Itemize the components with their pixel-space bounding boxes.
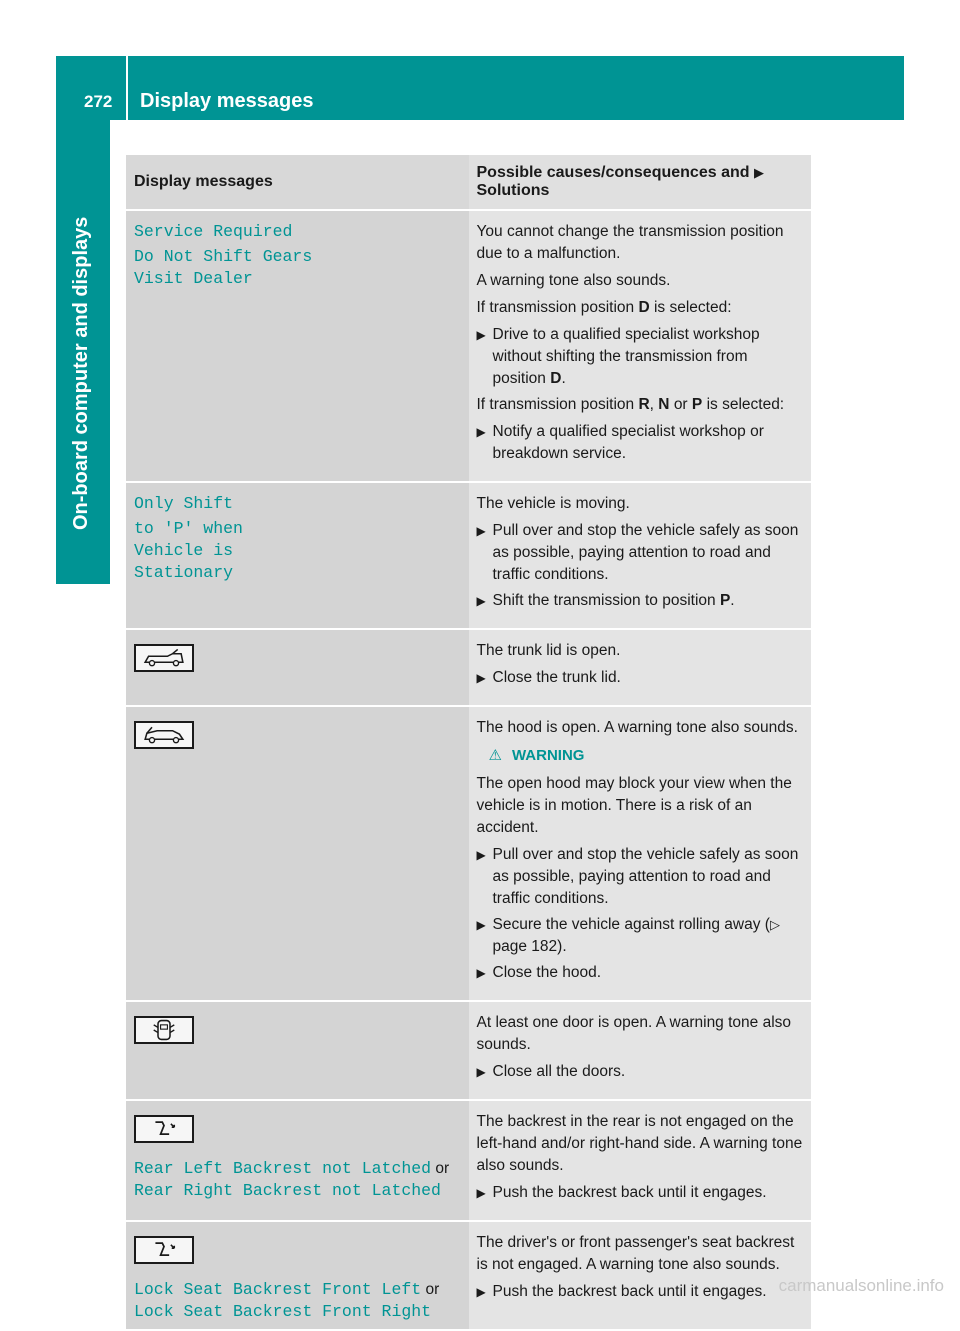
solution-step: ▶ Pull over and stop the vehicle safely as soon as possible, paying attention to road and traffic conditions.	[476, 522, 799, 583]
message-text: to 'P' when	[134, 519, 243, 538]
table-row	[126, 210, 811, 482]
step-arrow-icon: ▶	[476, 671, 486, 685]
table-row	[126, 706, 811, 1001]
step-arrow-icon: ▶	[476, 1065, 486, 1079]
solution-step: ▶ Close the trunk lid.	[477, 667, 804, 689]
table-row	[126, 629, 811, 706]
message-cell	[126, 706, 469, 1001]
page-reference-icon: ▷	[769, 917, 780, 932]
header-divider	[126, 56, 128, 120]
table-row	[126, 1001, 811, 1100]
step-arrow-icon: ▶	[476, 966, 486, 980]
rear-backrest-icon	[134, 1115, 194, 1143]
cause-text: You cannot change the transmission position due to a malfunction.	[476, 223, 784, 262]
cause-text: At least one door is open. A warning tone also sounds.	[476, 1014, 792, 1053]
message-cell	[126, 210, 469, 482]
hood-open-icon	[134, 721, 194, 749]
solution-cell	[469, 1221, 812, 1330]
solution-cell	[469, 482, 812, 629]
cause-text: The hood is open. A warning tone also sounds.	[476, 719, 798, 736]
cause-text: If transmission position R, N or P is selected:	[476, 396, 785, 413]
table-row	[126, 1100, 811, 1221]
solution-cell	[469, 629, 812, 706]
message-text: Stationary	[134, 563, 234, 582]
message-text: Do Not Shift Gears	[134, 247, 313, 266]
solution-cell	[469, 706, 812, 1001]
message-cell	[126, 629, 469, 706]
watermark: carmanualsonline.info	[778, 1276, 944, 1295]
message-text: Visit Dealer	[134, 269, 253, 288]
step-arrow-icon: ▶	[476, 328, 486, 342]
warning-text: The open hood may block your view when the vehicle is in motion. There is a risk of an accident.	[476, 775, 792, 836]
message-text: Only Shift	[134, 494, 234, 513]
solution-cell	[469, 1001, 812, 1100]
solution-step: ▶ Close all the doors.	[477, 1061, 804, 1083]
warning-heading: ⚠ WARNING	[488, 747, 585, 764]
cause-text: The backrest in the rear is not engaged on the left-hand and/or right-hand side. A warning tone also sounds.	[476, 1113, 803, 1174]
cause-text: The trunk lid is open.	[476, 642, 621, 659]
message-text: Vehicle is	[134, 541, 234, 560]
step-arrow-icon: ▶	[476, 1186, 486, 1200]
play-arrow-icon: ▶	[753, 165, 764, 180]
trunk-open-icon	[134, 644, 194, 672]
cause-text: The vehicle is moving.	[476, 495, 630, 512]
solution-step: ▶ Push the backrest back until it engages.	[477, 1281, 804, 1303]
solution-step: ▶ Drive to a qualified specialist workshop without shifting the transmission from position D.	[476, 326, 760, 387]
message-text: Lock Seat Backrest Front Left	[134, 1280, 422, 1299]
step-arrow-icon: ▶	[476, 1285, 486, 1299]
page-title: Display messages	[140, 90, 314, 112]
message-cell	[126, 1001, 469, 1100]
solution-step: ▶ Shift the transmission to position P.	[477, 590, 804, 612]
step-arrow-icon: ▶	[476, 524, 486, 538]
message-text: Rear Right Backrest not Latched	[134, 1181, 441, 1200]
front-backrest-icon	[134, 1236, 194, 1264]
message-cell	[126, 482, 469, 629]
step-arrow-icon: ▶	[476, 425, 486, 439]
table-header-row	[126, 155, 811, 210]
door-open-icon	[134, 1016, 194, 1044]
table-row	[126, 482, 811, 629]
message-text: Lock Seat Backrest Front Right	[134, 1302, 432, 1321]
table-row	[126, 1221, 811, 1330]
step-arrow-icon: ▶	[476, 918, 486, 932]
col-header-messages: Display messages	[126, 155, 469, 210]
solution-step: ▶ Push the backrest back until it engages.	[477, 1182, 804, 1204]
side-tab-label: On-board computer and displays	[70, 216, 92, 530]
solution-cell	[469, 210, 812, 482]
page-reference-link[interactable]: page 182	[492, 938, 558, 955]
col-header-solutions: Possible causes/consequences and ▶ Solutions	[469, 155, 812, 210]
cause-text: A warning tone also sounds.	[476, 272, 671, 289]
solution-step: ▶ Close the hood.	[477, 962, 804, 984]
solution-step: ▶ Pull over and stop the vehicle safely as soon as possible, paying attention to road and traffic conditions.	[476, 846, 799, 907]
cause-text: If transmission position D is selected:	[476, 299, 732, 316]
message-text: Rear Left Backrest not Latched	[134, 1159, 432, 1178]
message-text: Service Required	[134, 222, 293, 241]
message-cell: Lock Seat Backrest Front Left or Lock Seat Backrest Front Right	[126, 1221, 469, 1330]
page-number: 272	[84, 92, 113, 111]
solution-cell	[469, 1100, 812, 1221]
display-messages-table	[126, 155, 811, 1331]
cause-text: The driver's or front passenger's seat backrest is not engaged. A warning tone also sounds.	[476, 1234, 795, 1273]
warning-triangle-icon: ⚠	[488, 747, 502, 764]
step-arrow-icon: ▶	[476, 594, 486, 608]
solution-step: ▶ Notify a qualified specialist workshop or breakdown service.	[476, 423, 764, 462]
solution-step: ▶ Secure the vehicle against rolling away (▷ page 182).	[476, 916, 780, 955]
message-cell: Rear Left Backrest not Latched or Rear Right Backrest not Latched	[126, 1100, 469, 1221]
step-arrow-icon: ▶	[476, 848, 486, 862]
